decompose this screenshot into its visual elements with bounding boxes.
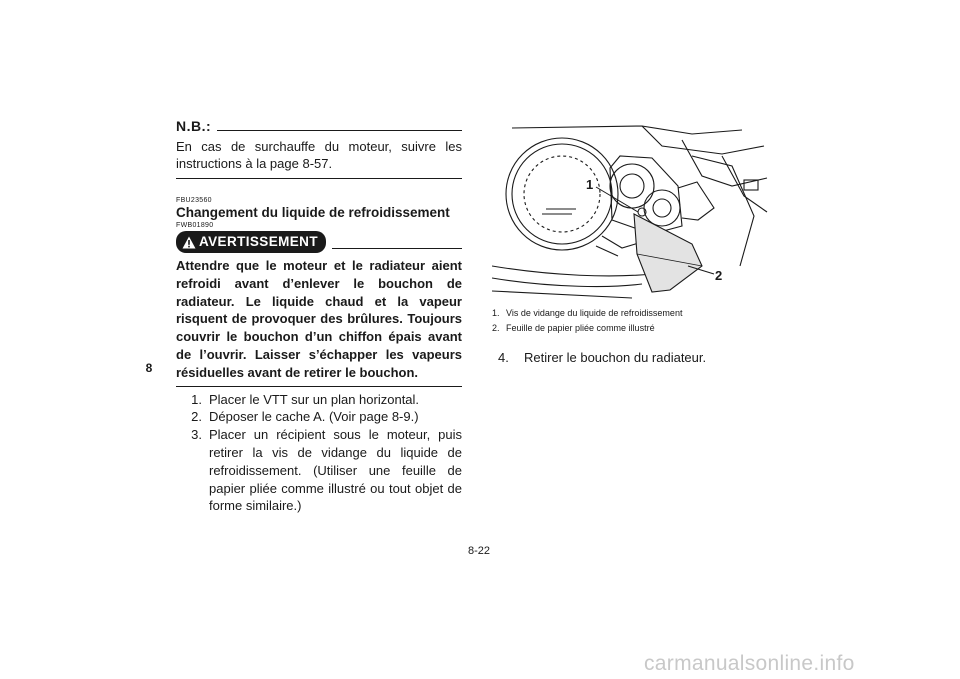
step-number: 2. <box>191 409 202 425</box>
caption-number: 1. <box>492 308 500 318</box>
step-text: Placer un récipient sous le moteur, puis retirer la vis de vidange du liquide de refroidissement. (Utiliser une feuille de papier pliée comme illustré ou tout objet de forme similaire.) <box>209 427 462 514</box>
list-item <box>176 408 462 426</box>
engine-illustration <box>492 116 772 301</box>
left-column <box>176 118 462 515</box>
caption-text: Vis de vidange du liquide de refroidissement <box>506 308 683 318</box>
callout-2: 2 <box>715 268 723 283</box>
list-item <box>176 426 462 515</box>
step-number: 4. <box>498 350 509 365</box>
warning-icon <box>182 236 196 249</box>
warning-header <box>176 231 462 253</box>
list-item <box>492 306 682 321</box>
warning-text: Attendre que le moteur et le radiateur aient refroidi avant d’enlever le bouchon de radiateur. Le liquide chaud et la vapeur risquent de provoquer des brûlures. Toujours couvrir le bouchon d’un chiffon épais avant de l’ouvrir. Laisser s’échapper les vapeurs résiduelles avant de retirer le bouchon. <box>176 257 462 387</box>
watermark: carmanualsonline.info <box>644 652 855 675</box>
step-text: Déposer le cache A. (Voir page 8-9.) <box>209 409 419 425</box>
page-number: 8-22 <box>468 545 491 557</box>
figure-captions <box>492 306 682 336</box>
nb-title: N.B.: <box>176 118 212 134</box>
section-title: Changement du liquide de refroidissement <box>176 205 450 220</box>
step-list <box>176 391 462 516</box>
step-number: 3. <box>191 427 202 443</box>
list-item <box>492 321 682 336</box>
list-item <box>498 350 706 365</box>
divider <box>332 248 462 249</box>
caption-number: 2. <box>492 323 500 333</box>
chapter-tab: 8 <box>138 355 160 381</box>
warning-code: FWB01890 <box>176 222 214 229</box>
step-text: Placer le VTT sur un plan horizontal. <box>209 391 420 407</box>
warning-label: AVERTISSEMENT <box>199 234 318 249</box>
divider <box>217 130 462 131</box>
list-item <box>176 391 462 409</box>
nb-header <box>176 118 462 134</box>
warning-badge <box>176 231 326 253</box>
callout-1: 1 <box>586 177 594 192</box>
nb-text: En cas de surchauffe du moteur, suivre les instructions à la page 8-57. <box>176 138 462 179</box>
section-code: FBU23560 <box>176 197 212 204</box>
caption-text: Feuille de papier pliée comme illustré <box>506 323 655 333</box>
step-number: 1. <box>191 391 202 407</box>
step-text: Retirer le bouchon du radiateur. <box>524 350 707 365</box>
